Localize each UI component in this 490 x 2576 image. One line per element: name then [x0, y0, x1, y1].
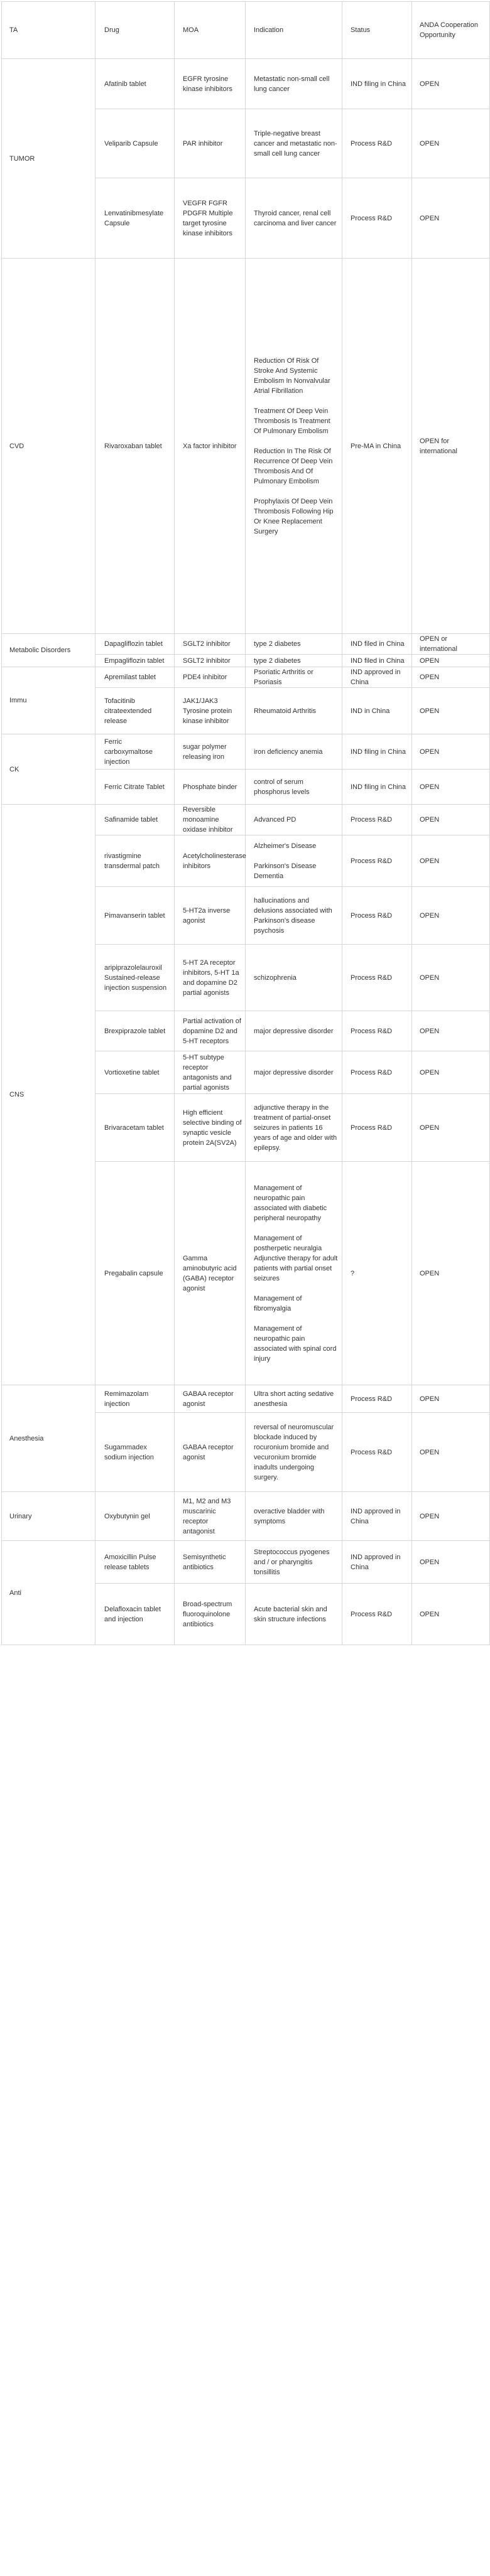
indication-item: major depressive disorder — [254, 1068, 334, 1076]
indication-item: Rheumatoid Arthritis — [254, 707, 317, 715]
drug-cell: Ferric carboxymaltose injection — [95, 734, 175, 770]
indication-item: control of serum phosphorus levels — [254, 778, 310, 796]
indication-item: Management of postherpetic neuralgia Adjunctive therapy for adult patients with partial onset seizures — [254, 1234, 338, 1282]
moa-cell: SGLT2 inhibitor — [175, 655, 246, 667]
indication-cell — [246, 770, 342, 805]
anda-cell: OPEN — [412, 887, 490, 945]
drug-cell: Veliparib Capsule — [95, 109, 175, 178]
status-cell: IND in China — [342, 688, 412, 734]
anda-cell: OPEN — [412, 1541, 490, 1584]
ta-cell: CNS — [2, 805, 95, 1385]
status-cell: Process R&D — [342, 945, 412, 1011]
drug-cell: Empagliflozin tablet — [95, 655, 175, 667]
indication-cell — [246, 1584, 342, 1645]
moa-cell: 5-HT subtype receptor antagonists and partial agonists — [175, 1051, 246, 1094]
anda-cell: OPEN — [412, 655, 490, 667]
status-cell: Process R&D — [342, 1094, 412, 1162]
status-cell: IND filing in China — [342, 59, 412, 109]
moa-cell: PAR inhibitor — [175, 109, 246, 178]
moa-cell: Xa factor inhibitor — [175, 259, 246, 634]
anda-cell: OPEN — [412, 945, 490, 1011]
moa-cell: Semisynthetic antibiotics — [175, 1541, 246, 1584]
indication-cell — [246, 1094, 342, 1162]
header-indication: Indication — [246, 2, 342, 59]
indication-item: Metastatic non-small cell lung cancer — [254, 75, 330, 93]
indication-cell — [246, 1385, 342, 1413]
drug-cell: Delafloxacin tablet and injection — [95, 1584, 175, 1645]
status-cell: Process R&D — [342, 835, 412, 887]
anda-cell: OPEN or international — [412, 634, 490, 655]
status-cell: IND filed in China — [342, 655, 412, 667]
indication-cell — [246, 1492, 342, 1541]
status-cell: Process R&D — [342, 109, 412, 178]
indication-item: Prophylaxis Of Deep Vein Thrombosis Following Hip Or Knee Replacement Surgery — [254, 497, 334, 535]
status-cell: IND approved in China — [342, 1492, 412, 1541]
drug-cell: Sugammadex sodium injection — [95, 1413, 175, 1492]
table-header — [2, 2, 490, 59]
indication-cell — [246, 945, 342, 1011]
moa-cell: SGLT2 inhibitor — [175, 634, 246, 655]
moa-cell: VEGFR FGFR PDGFR Multiple target tyrosine kinase inhibitors — [175, 178, 246, 259]
drug-cell: Oxybutynin gel — [95, 1492, 175, 1541]
status-cell: IND filing in China — [342, 734, 412, 770]
moa-cell: JAK1/JAK3 Tyrosine protein kinase inhibitor — [175, 688, 246, 734]
drug-cell: Brivaracetam tablet — [95, 1094, 175, 1162]
moa-cell: Partial activation of dopamine D2 and 5-HT receptors — [175, 1011, 246, 1051]
table-row — [2, 805, 490, 835]
status-cell: Process R&D — [342, 887, 412, 945]
table-row — [2, 734, 490, 770]
status-cell: Process R&D — [342, 1385, 412, 1413]
ta-cell: Metabolic Disorders — [2, 634, 95, 667]
indication-item: hallucinations and delusions associated with Parkinson's disease psychosis — [254, 896, 332, 935]
drug-cell: aripiprazolelauroxil Sustained-release injection suspension — [95, 945, 175, 1011]
drug-cell: Ferric Citrate Tablet — [95, 770, 175, 805]
indication-item: Treatment Of Deep Vein Thrombosis Is Treatment Of Pulmonary Embolism — [254, 407, 330, 435]
status-cell: ? — [342, 1162, 412, 1385]
status-cell: Process R&D — [342, 178, 412, 259]
anda-cell: OPEN — [412, 1492, 490, 1541]
ta-cell: Anti — [2, 1541, 95, 1645]
table-row — [2, 1385, 490, 1413]
indication-cell — [246, 1011, 342, 1051]
indication-cell — [246, 259, 342, 634]
indication-item: schizophrenia — [254, 974, 297, 982]
status-cell: Process R&D — [342, 1011, 412, 1051]
indication-item: Advanced PD — [254, 816, 297, 824]
anda-cell: OPEN — [412, 734, 490, 770]
indication-cell — [246, 1413, 342, 1492]
ta-cell: CVD — [2, 259, 95, 634]
indication-item: type 2 diabetes — [254, 640, 301, 648]
moa-cell: Broad-spectrum fluoroquinolone antibiotics — [175, 1584, 246, 1645]
drug-cell: Pimavanserin tablet — [95, 887, 175, 945]
indication-item: Thyroid cancer, renal cell carcinoma and liver cancer — [254, 209, 337, 227]
drug-cell: Safinamide tablet — [95, 805, 175, 835]
indication-cell — [246, 1051, 342, 1094]
anda-cell: OPEN — [412, 178, 490, 259]
anda-cell: OPEN — [412, 109, 490, 178]
status-cell: IND filing in China — [342, 770, 412, 805]
drug-cell: Lenvatinibmesylate Capsule — [95, 178, 175, 259]
anda-cell: OPEN — [412, 688, 490, 734]
status-cell: Process R&D — [342, 1413, 412, 1492]
indication-cell — [246, 634, 342, 655]
indication-cell — [246, 835, 342, 887]
moa-cell: 5-HT2a inverse agonist — [175, 887, 246, 945]
anda-cell: OPEN — [412, 1094, 490, 1162]
drug-cell: Rivaroxaban tablet — [95, 259, 175, 634]
moa-cell: EGFR tyrosine kinase inhibitors — [175, 59, 246, 109]
indication-item: major depressive disorder — [254, 1027, 334, 1035]
drug-cell: Pregabalin capsule — [95, 1162, 175, 1385]
indication-cell — [246, 1541, 342, 1584]
table-row — [2, 1492, 490, 1541]
moa-cell: Phosphate binder — [175, 770, 246, 805]
ta-cell: Urinary — [2, 1492, 95, 1541]
anda-cell: OPEN — [412, 1162, 490, 1385]
moa-cell: Gamma aminobutyric acid (GABA) receptor agonist — [175, 1162, 246, 1385]
header-drug: Drug — [95, 2, 175, 59]
anda-cell: OPEN — [412, 1385, 490, 1413]
moa-cell: High efficient selective binding of synaptic vesicle protein 2A(SV2A) — [175, 1094, 246, 1162]
indication-cell — [246, 1162, 342, 1385]
moa-cell: GABAA receptor agonist — [175, 1385, 246, 1413]
anda-cell: OPEN — [412, 1051, 490, 1094]
status-cell: Process R&D — [342, 805, 412, 835]
ta-cell: Anesthesia — [2, 1385, 95, 1492]
indication-item: iron deficiency anemia — [254, 748, 323, 756]
anda-cell: OPEN — [412, 1584, 490, 1645]
indication-item: adjunctive therapy in the treatment of partial-onset seizures in patients 16 years of age and older with epilepsy. — [254, 1103, 337, 1152]
ta-cell: TUMOR — [2, 59, 95, 259]
anda-cell: OPEN — [412, 770, 490, 805]
header-anda: ANDA Cooperation Opportunity — [412, 2, 490, 59]
indication-cell — [246, 688, 342, 734]
indication-item: Ultra short acting sedative anesthesia — [254, 1390, 334, 1408]
drug-cell: Remimazolam injection — [95, 1385, 175, 1413]
indication-item: Management of neuropathic pain associated with diabetic peripheral neuropathy — [254, 1184, 327, 1222]
indication-item: Management of neuropathic pain associated with spinal cord injury — [254, 1324, 337, 1363]
indication-item: Management of fibromyalgia — [254, 1294, 302, 1312]
ta-cell: Immu — [2, 667, 95, 734]
status-cell: Pre-MA in China — [342, 259, 412, 634]
drug-cell: Vortioxetine tablet — [95, 1051, 175, 1094]
indication-cell — [246, 887, 342, 945]
indication-item: type 2 diabetes — [254, 657, 301, 665]
moa-cell: GABAA receptor agonist — [175, 1413, 246, 1492]
moa-cell: PDE4 inhibitor — [175, 667, 246, 688]
drug-cell: Tofacitinib citrateextended release — [95, 688, 175, 734]
table-row — [2, 667, 490, 688]
anda-cell: OPEN — [412, 1011, 490, 1051]
status-cell: Process R&D — [342, 1584, 412, 1645]
indication-cell — [246, 734, 342, 770]
indication-item: Triple-negative breast cancer and metastatic non-small cell lung cancer — [254, 129, 337, 158]
drug-cell: Dapagliflozin tablet — [95, 634, 175, 655]
moa-cell: 5-HT 2A receptor inhibitors, 5-HT 1a and dopamine D2 partial agonists — [175, 945, 246, 1011]
indication-item: Parkinson's Disease Dementia — [254, 862, 317, 880]
header-row — [2, 2, 490, 59]
indication-cell — [246, 667, 342, 688]
header-status: Status — [342, 2, 412, 59]
indication-item: Streptococcus pyogenes and / or pharyngitis tonsillitis — [254, 1548, 330, 1576]
status-cell: IND approved in China — [342, 667, 412, 688]
drug-cell: Brexpiprazole tablet — [95, 1011, 175, 1051]
drug-cell: Apremilast tablet — [95, 667, 175, 688]
status-cell: Process R&D — [342, 1051, 412, 1094]
indication-item: overactive bladder with symptoms — [254, 1507, 325, 1525]
indication-item: Psoriatic Arthritis or Psoriasis — [254, 668, 313, 686]
pipeline-table — [1, 1, 490, 1645]
drug-cell: rivastigmine transdermal patch — [95, 835, 175, 887]
indication-cell — [246, 805, 342, 835]
anda-cell: OPEN — [412, 1413, 490, 1492]
anda-cell: OPEN — [412, 667, 490, 688]
header-ta: TA — [2, 2, 95, 59]
drug-cell: Afatinib tablet — [95, 59, 175, 109]
moa-cell: M1, M2 and M3 muscarinic receptor antagonist — [175, 1492, 246, 1541]
ta-cell: CK — [2, 734, 95, 805]
status-cell: IND approved in China — [342, 1541, 412, 1584]
indication-cell — [246, 109, 342, 178]
header-moa: MOA — [175, 2, 246, 59]
indication-cell — [246, 178, 342, 259]
drug-cell: Amoxicillin Pulse release tablets — [95, 1541, 175, 1584]
table-row — [2, 634, 490, 655]
moa-cell: Reversible monoamine oxidase inhibitor — [175, 805, 246, 835]
indication-item: Reduction In The Risk Of Recurrence Of Deep Vein Thrombosis And Of Pulmonary Embolism — [254, 447, 333, 485]
indication-item: reversal of neuromuscular blockade induced by rocuronium bromide and vecuronium bromide inadults undergoing surgery. — [254, 1423, 334, 1481]
table-row — [2, 1541, 490, 1584]
indication-item: Acute bacterial skin and skin structure infections — [254, 1605, 327, 1623]
status-cell: IND filed in China — [342, 634, 412, 655]
table-row — [2, 259, 490, 634]
table-body — [2, 59, 490, 1645]
indication-item: Alzheimer's Disease — [254, 842, 317, 850]
table-row — [2, 59, 490, 109]
moa-cell: Acetylcholinesterase inhibitors — [175, 835, 246, 887]
indication-cell — [246, 655, 342, 667]
moa-cell: sugar polymer releasing iron — [175, 734, 246, 770]
anda-cell: OPEN — [412, 59, 490, 109]
anda-cell: OPEN — [412, 805, 490, 835]
anda-cell: OPEN — [412, 835, 490, 887]
indication-item: Reduction Of Risk Of Stroke And Systemic Embolism In Nonvalvular Atrial Fibrillation — [254, 357, 330, 395]
anda-cell: OPEN for international — [412, 259, 490, 634]
indication-cell — [246, 59, 342, 109]
